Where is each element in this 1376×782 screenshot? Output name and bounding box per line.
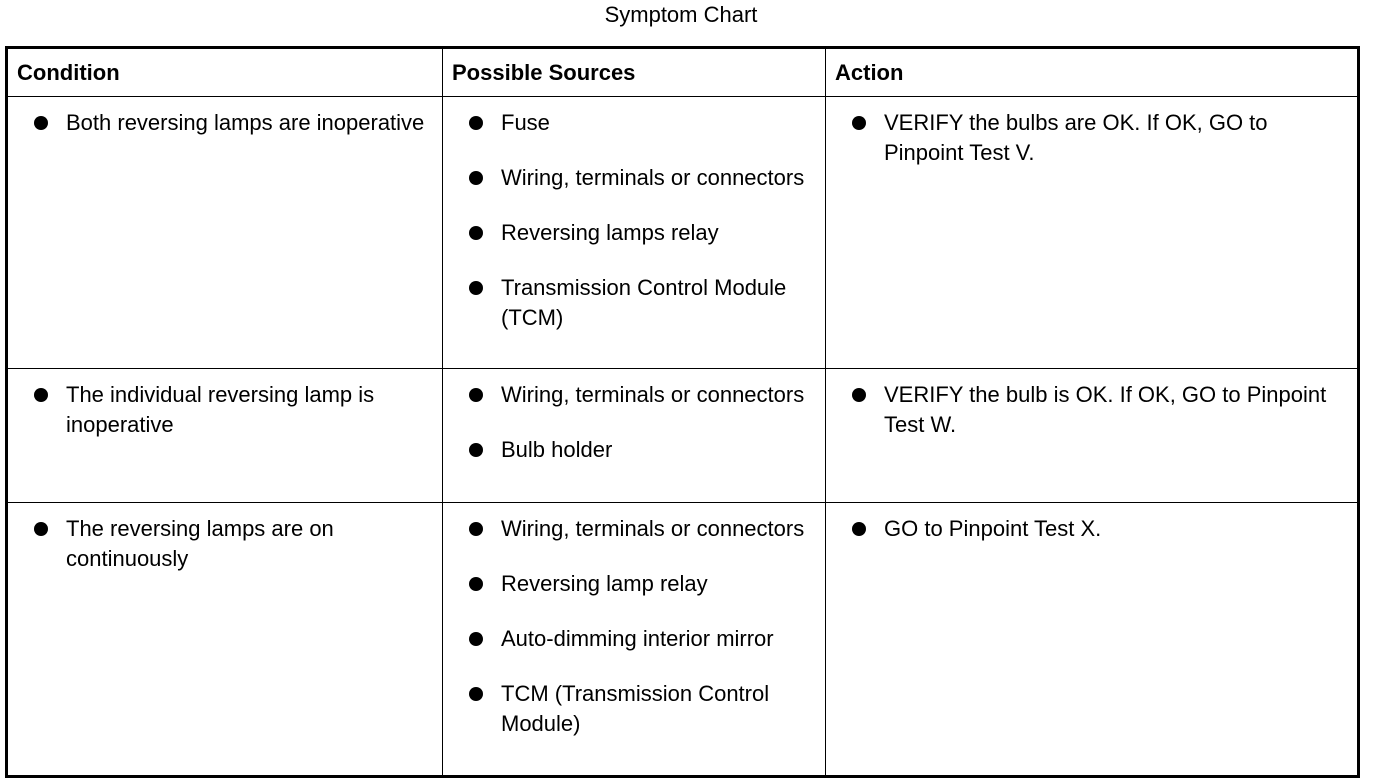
action-text: VERIFY the bulbs are OK. If OK, GO to Pinpoint Test V.: [884, 110, 1268, 165]
condition-cell: [7, 503, 443, 777]
table-row: [7, 369, 1359, 503]
list-item: [443, 435, 825, 465]
sources-cell: [443, 503, 826, 777]
source-text: Wiring, terminals or connectors: [501, 165, 805, 190]
condition-cell: [7, 97, 443, 369]
condition-list: [8, 514, 442, 574]
bullet-icon: [34, 522, 48, 536]
bullet-icon: [469, 632, 483, 646]
action-list: [826, 514, 1357, 544]
condition-text: Both reversing lamps are inoperative: [66, 110, 425, 135]
list-item: [826, 108, 1357, 168]
list-item: [443, 108, 825, 138]
list-item: [826, 380, 1357, 440]
list-item: [443, 380, 825, 410]
list-item: [443, 624, 825, 654]
list-item: [8, 108, 442, 138]
source-text: Transmission Control Module (TCM): [501, 275, 787, 330]
condition-text: The reversing lamps are on continuously: [66, 516, 334, 571]
list-item: [443, 163, 825, 193]
list-item: [443, 273, 825, 333]
list-item: [8, 514, 442, 574]
action-text: VERIFY the bulb is OK. If OK, GO to Pinpoint Test W.: [884, 382, 1327, 437]
header-condition: Condition: [7, 48, 443, 97]
bullet-icon: [34, 116, 48, 130]
action-cell: [826, 97, 1359, 369]
condition-list: [8, 108, 442, 138]
condition-list: [8, 380, 442, 440]
list-item: [443, 218, 825, 248]
source-text: Fuse: [501, 110, 550, 135]
list-item: [443, 514, 825, 544]
table-row: [7, 503, 1359, 777]
bullet-icon: [469, 388, 483, 402]
source-text: Reversing lamp relay: [501, 571, 708, 596]
list-item: [8, 380, 442, 440]
source-text: Wiring, terminals or connectors: [501, 516, 805, 541]
header-row: [7, 48, 1359, 97]
source-text: TCM (Transmission Control Module): [501, 681, 770, 736]
sources-cell: [443, 369, 826, 503]
bullet-icon: [469, 281, 483, 295]
source-text: Reversing lamps relay: [501, 220, 719, 245]
bullet-icon: [469, 577, 483, 591]
symptom-table: [5, 46, 1360, 778]
action-cell: [826, 503, 1359, 777]
bullet-icon: [469, 171, 483, 185]
action-text: GO to Pinpoint Test X.: [884, 516, 1102, 541]
action-list: [826, 108, 1357, 168]
list-item: [443, 569, 825, 599]
condition-text: The individual reversing lamp is inoperative: [66, 382, 375, 437]
list-item: [826, 514, 1357, 544]
bullet-icon: [34, 388, 48, 402]
chart-title: Symptom Chart: [604, 2, 758, 27]
action-list: [826, 380, 1357, 440]
sources-list: [443, 380, 825, 465]
header-possible-sources: Possible Sources: [443, 48, 826, 97]
sources-list: [443, 108, 825, 333]
condition-cell: [7, 369, 443, 503]
bullet-icon: [469, 116, 483, 130]
header-action: Action: [826, 48, 1359, 97]
table-row: [7, 97, 1359, 369]
source-text: Wiring, terminals or connectors: [501, 382, 805, 407]
list-item: [443, 679, 825, 739]
bullet-icon: [469, 443, 483, 457]
bullet-icon: [469, 226, 483, 240]
bullet-icon: [469, 522, 483, 536]
bullet-icon: [852, 388, 866, 402]
source-text: Auto-dimming interior mirror: [501, 626, 774, 651]
source-text: Bulb holder: [501, 437, 613, 462]
action-cell: [826, 369, 1359, 503]
sources-cell: [443, 97, 826, 369]
bullet-icon: [469, 687, 483, 701]
sources-list: [443, 514, 825, 739]
bullet-icon: [852, 116, 866, 130]
bullet-icon: [852, 522, 866, 536]
